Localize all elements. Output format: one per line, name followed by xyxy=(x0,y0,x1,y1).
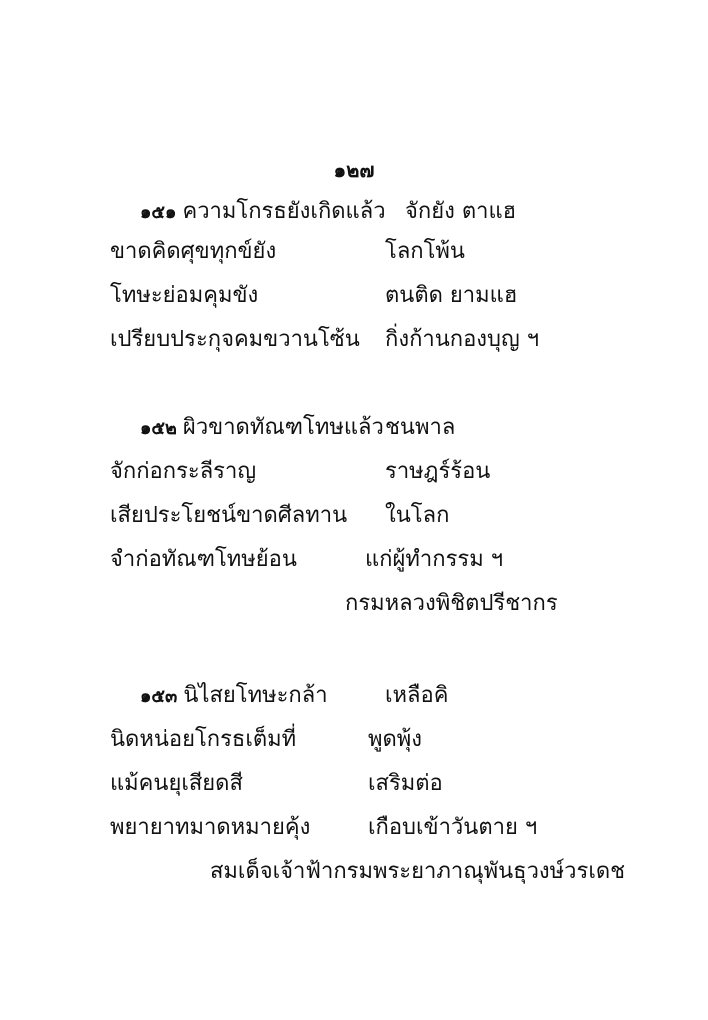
verse-number: ๑๕๓ xyxy=(140,686,178,707)
verse-text: ความโกรธยังเกิดแล้ว xyxy=(182,199,386,224)
verse-line-2-right: ราษฎร์ร้อน xyxy=(385,459,491,484)
verse-line-4-right: เกือบเข้าวันตาย ฯ xyxy=(368,815,538,840)
verse-line-3: แม้คนยุเสียดสี xyxy=(110,771,243,796)
verse-line-4-right: แก่ผู้ทำกรรม ฯ xyxy=(365,547,504,572)
verse-text: ผิวขาดทัณฑโทษแล้ว xyxy=(182,415,384,440)
verse-line-2: ขาดคิดศุขทุกข์ยัง xyxy=(110,239,277,264)
verse-line-4: เปรียบประกุจคมขวานโซ้น xyxy=(110,327,360,352)
verse-line-2-right: พูดพุ้ง xyxy=(368,727,423,752)
author-credit: กรมหลวงพิชิตปรีชากร xyxy=(345,591,558,616)
verse-line-4: จำก่อทัณฑโทษย้อน xyxy=(110,547,297,572)
verse-line-4-right: กิ่งก้านกองบุญ ฯ xyxy=(385,327,540,352)
verse-number: ๑๕๑ xyxy=(140,202,177,223)
verse-line-1-right: ชนพาล xyxy=(385,415,456,440)
verse-line-2: นิดหน่อยโกรธเต็มที่ xyxy=(110,727,297,752)
verse-line-3-right: ในโลก xyxy=(385,503,450,528)
verse-line-2: จักก่อกระลีราญ xyxy=(110,459,257,484)
verse-line-3: เสียประโยชน์ขาดศีลทาน xyxy=(110,503,348,528)
verse-line-3-right: เสริมต่อ xyxy=(368,771,443,796)
verse-text: นิไสยโทษะกล้า xyxy=(183,683,328,708)
verse-number: ๑๕๒ xyxy=(140,418,177,439)
verse-line-3: โทษะย่อมคุมขัง xyxy=(110,283,259,308)
verse-line-1 xyxy=(140,676,328,716)
verse-line-3-right: ตนติด ยามแฮ xyxy=(385,283,518,308)
verse-line-1 xyxy=(140,408,384,448)
verse-line-1-right: เหลือคิ xyxy=(385,683,449,708)
verse-line-2-right: โลกโพ้น xyxy=(385,239,465,264)
page-number: ๑๒๗ xyxy=(333,158,375,182)
verse-line-4: พยายาทมาดหมายคุ้ง xyxy=(110,815,311,840)
verse-line-1-right: จักยัง ตาแฮ xyxy=(405,199,517,224)
author-credit: สมเด็จเจ้าฟ้ากรมพระยาภาณุพันธุวงษ์วรเดช xyxy=(210,859,626,884)
verse-line-1 xyxy=(140,192,386,232)
